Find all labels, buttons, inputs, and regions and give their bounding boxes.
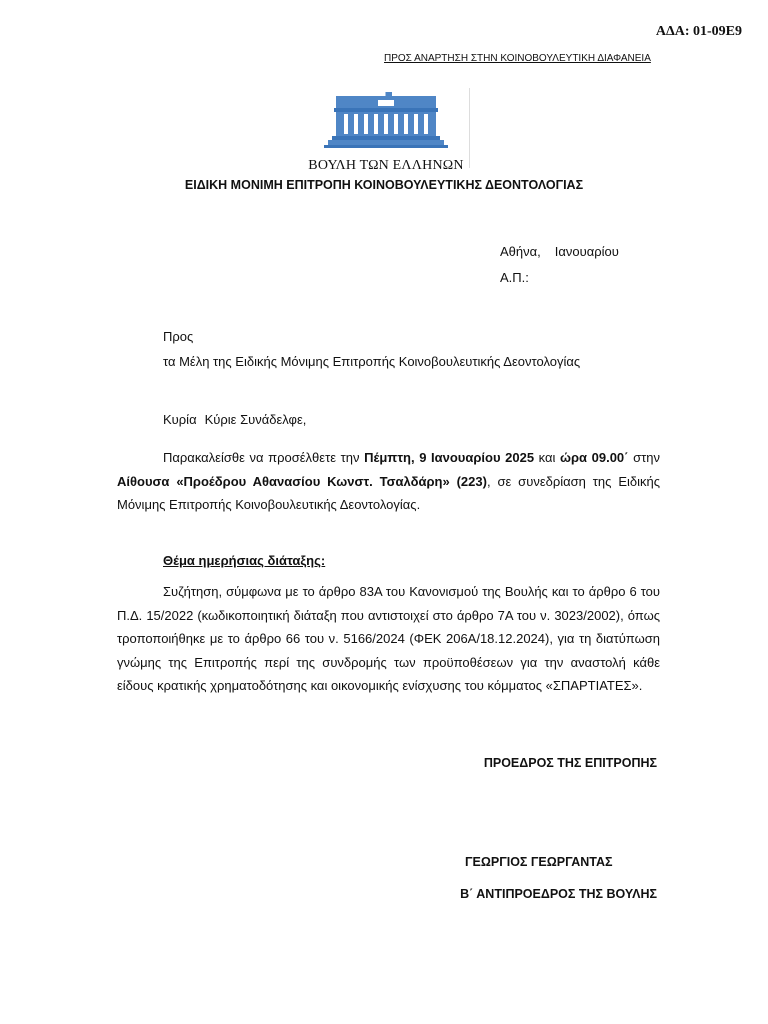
- ada-number: ΑΔΑ: 01-09Ε9: [655, 24, 742, 39]
- recipient-members: τα Μέλη της Ειδικής Μόνιμης Επιτροπής Κοινοβουλευτικής Δεοντολογίας: [163, 354, 581, 369]
- agenda-text: Συζήτηση, σύμφωνα με το άρθρο 83Α του Κανονισμού της Βουλής και το άρθρο 6 του Π.Δ. 15/2022 (κωδικοποιητική διάταξη που αντιστοιχεί στο άρθρο 7Α του ν. 3023/2002), όπως τροποποιήθηκε με το άρθρο 66 του ν. 5166/2024 (ΦΕΚ 206Α/18.12.2024), για τη διατύπωση γνώμης της Επιτροπής περί της συνδρομής των προϋποθέσεων για την αναστολή κάθε είδους κρατικής χρηματοδότησης και οικονομικής ενίσχυσης του κόμματος «ΣΠΑΡΤΙΑΤΕΣ».: [117, 584, 660, 693]
- salutation-female: Κυρία: [163, 412, 197, 427]
- agenda-paragraph: [117, 580, 660, 698]
- agenda-title: Θέμα ημερήσιας διάταξης:: [163, 553, 326, 568]
- logo-text: ΒΟΥΛΗ ΤΩΝ ΕΛΛΗΝΩΝ: [308, 158, 464, 173]
- salutation: [163, 412, 314, 427]
- invitation-paragraph: Παρακαλείσθε να προσέλθετε την Πέμπτη, 9 Ιανουαρίου 2025 και ώρα 09.00΄ στην Αίθουσα «Προέδρου Αθανασίου Κωνστ. Τσαλδάρη» (223), σε συνεδρίαση της Ειδικής Μόνιμης Επιτροπής Κοινοβουλευτικής Δεοντολογίας.: [117, 450, 661, 512]
- meeting-room: Αίθουσα «Προέδρου Αθανασίου Κωνστ. Τσαλδάρη» (223): [117, 473, 487, 489]
- month: Ιανουαρίου: [554, 244, 619, 259]
- meeting-time: ώρα 09.00΄: [560, 450, 629, 465]
- signature-role: ΠΡΟΕΔΡΟΣ ΤΗΣ ΕΠΙΤΡΟΠΗΣ: [483, 756, 657, 770]
- place-date: [500, 244, 633, 259]
- recipient-to: Προς: [163, 329, 194, 344]
- parliament-building-icon: [298, 88, 474, 160]
- logo-divider: [469, 88, 470, 168]
- signatory-name: ΓΕΩΡΓΙΟΣ ΓΕΩΡΓΑΝΤΑΣ: [465, 855, 613, 869]
- protocol-number: Α.Π.:: [500, 270, 529, 285]
- salutation-male: Κύριε Συνάδελφε,: [204, 412, 307, 427]
- committee-title: ΕΙΔΙΚΗ ΜΟΝΙΜΗ ΕΠΙΤΡΟΠΗ ΚΟΙΝΟΒΟΥΛΕΥΤΙΚΗΣ ΔΕΟΝΤΟΛΟΓΙΑΣ: [184, 178, 584, 192]
- signatory-title: Β΄ ΑΝΤΙΠΡΟΕΔΡΟΣ ΤΗΣ ΒΟΥΛΗΣ: [460, 887, 657, 901]
- city: Αθήνα,: [500, 244, 541, 259]
- publication-notice: ΠΡΟΣ ΑΝΑΡΤΗΣΗ ΣΤΗΝ ΚΟΙΝΟΒΟΥΛΕΥΤΙΚΗ ΔΙΑΦΑΝΕΙΑ: [384, 53, 651, 64]
- meeting-date: Πέμπτη, 9 Ιανουαρίου 2025: [364, 450, 535, 465]
